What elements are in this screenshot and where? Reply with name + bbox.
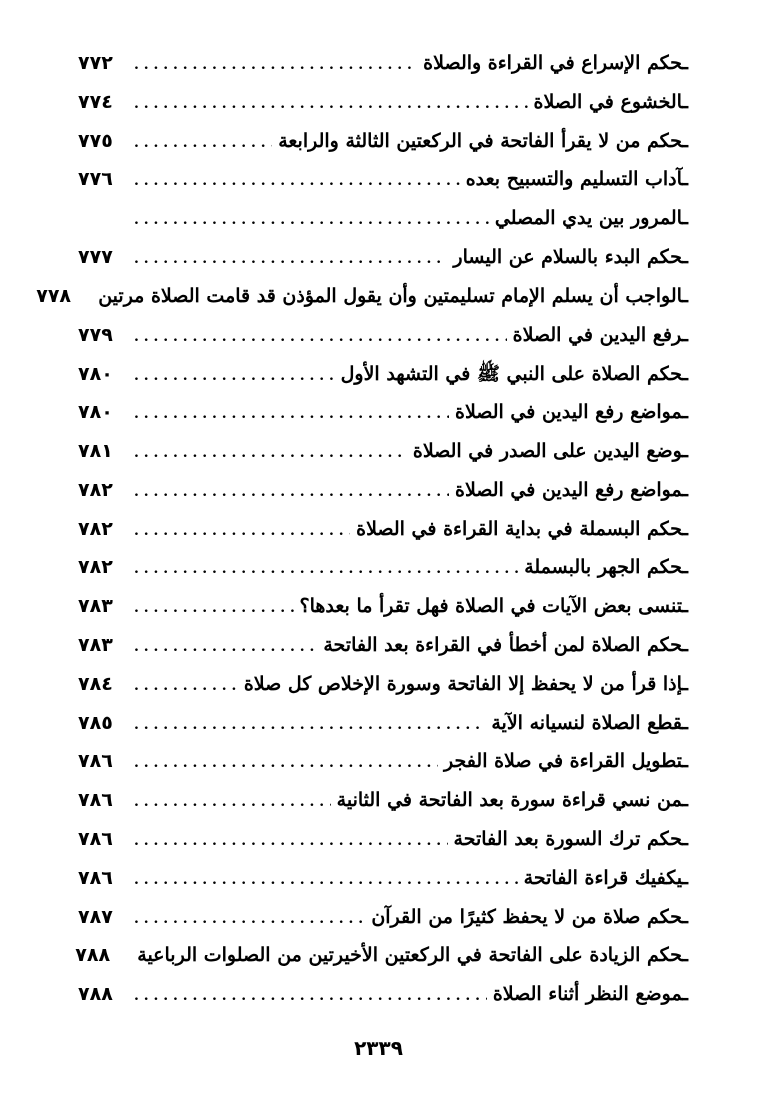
toc-entry-title: ـقطع الصلاة لنسيانه الآية bbox=[491, 711, 688, 734]
toc-entry-page: ٧٨٣ bbox=[78, 633, 113, 656]
toc-entry-page: ٧٧٩ bbox=[78, 323, 113, 346]
toc-leader-dots bbox=[134, 523, 350, 539]
toc-entry bbox=[78, 362, 688, 401]
toc-leader-dots bbox=[134, 872, 518, 888]
toc-entry bbox=[78, 673, 688, 712]
toc-leader-dots bbox=[134, 833, 448, 849]
toc-entry-page: ٧٨٦ bbox=[78, 750, 113, 773]
toc-leader-dots bbox=[134, 135, 272, 151]
toc-entry-page: ٧٧٦ bbox=[78, 168, 113, 191]
toc-entry bbox=[78, 518, 688, 557]
toc-entry-page: ٧٨٢ bbox=[78, 478, 113, 501]
toc-entry-page: ٧٨٧ bbox=[78, 905, 113, 928]
toc-entry-page: ٧٧٤ bbox=[78, 90, 113, 113]
toc-entry bbox=[78, 556, 688, 595]
toc-entry-title: ـوضع اليدين على الصدر في الصلاة bbox=[412, 439, 688, 462]
toc-entry bbox=[78, 401, 688, 440]
toc-entry-page: ٧٨٢ bbox=[78, 556, 113, 579]
toc-leader-dots bbox=[134, 445, 407, 461]
toc-leader-dots bbox=[134, 251, 447, 267]
toc-entry-title: ـمواضع رفع اليدين في الصلاة bbox=[454, 401, 688, 424]
toc-entry-page: ٧٨٦ bbox=[78, 789, 113, 812]
toc-leader-dots bbox=[134, 173, 460, 189]
toc-entry-title: ـموضع النظر أثناء الصلاة bbox=[492, 983, 688, 1006]
table-of-contents bbox=[36, 52, 688, 1022]
toc-leader-dots bbox=[134, 406, 449, 422]
toc-entry bbox=[78, 750, 688, 789]
toc-entry bbox=[78, 130, 688, 169]
toc-entry-title: ـالواجب أن يسلم الإمام تسليمتين وأن يقول المؤذن قد قامت الصلاة مرتين bbox=[98, 284, 688, 307]
toc-entry bbox=[78, 983, 688, 1022]
toc-entry-page: ٧٨٠ bbox=[78, 363, 113, 386]
toc-entry bbox=[78, 828, 688, 867]
toc-entry-title: ـحكم ترك السورة بعد الفاتحة bbox=[453, 827, 688, 850]
toc-entry-page: ٧٨٨ bbox=[78, 983, 113, 1006]
toc-leader-dots bbox=[134, 678, 238, 694]
toc-entry-page: ٧٧٥ bbox=[78, 129, 113, 152]
toc-entry-title: ـرفع اليدين في الصلاة bbox=[512, 323, 688, 346]
toc-entry bbox=[78, 479, 688, 518]
page-number: ٢٣٣٩ bbox=[354, 1036, 403, 1060]
toc-entry-title: ـمن نسي قراءة سورة بعد الفاتحة في الثانية bbox=[336, 789, 688, 812]
toc-leader-dots bbox=[134, 755, 438, 771]
toc-entry-title: ـتطويل القراءة في صلاة الفجر bbox=[444, 750, 688, 773]
toc-entry-page: ٧٧٧ bbox=[78, 245, 113, 268]
toc-leader-dots bbox=[134, 794, 331, 810]
toc-entry bbox=[78, 52, 688, 91]
toc-entry-page: ٧٨٨ bbox=[75, 944, 111, 967]
toc-entry-page: ٧٨٣ bbox=[78, 595, 113, 618]
toc-entry-page: ٧٧٢ bbox=[78, 52, 113, 74]
toc-entry-title: ـحكم الصلاة على النبي ﷺ في التشهد الأول bbox=[340, 363, 688, 386]
toc-leader-dots bbox=[134, 484, 449, 500]
toc-entry-page: ٧٨٥ bbox=[78, 711, 113, 734]
toc-entry bbox=[78, 246, 688, 285]
toc-entry-title: ـحكم صلاة من لا يحفظ كثيرًا من القرآن bbox=[371, 905, 688, 928]
toc-entry bbox=[78, 867, 688, 906]
toc-leader-dots bbox=[134, 561, 518, 577]
toc-entry-page: ٧٧٨ bbox=[36, 284, 72, 307]
toc-entry bbox=[36, 284, 688, 324]
toc-entry bbox=[78, 789, 688, 828]
toc-entry-page: ٧٨٠ bbox=[78, 401, 113, 424]
toc-entry bbox=[78, 634, 688, 673]
toc-leader-dots bbox=[134, 717, 485, 733]
toc-entry bbox=[78, 207, 688, 246]
toc-entry-title: ـحكم الجهر بالبسملة bbox=[524, 556, 688, 579]
toc-entry-title: ـالخشوع في الصلاة bbox=[533, 90, 688, 113]
toc-entry-title: ـحكم الزيادة على الفاتحة في الركعتين الأخيرتين من الصلوات الرباعية bbox=[137, 944, 688, 967]
toc-entry-page: ٧٨٦ bbox=[78, 866, 113, 889]
toc-entry bbox=[78, 440, 688, 479]
toc-leader-dots bbox=[134, 96, 528, 112]
toc-entry-title: ـحكم الصلاة لمن أخطأ في القراءة بعد الفاتحة bbox=[323, 633, 688, 656]
toc-entry-title: ـحكم البسملة في بداية القراءة في الصلاة bbox=[356, 517, 688, 540]
toc-entry-title: ـحكم من لا يقرأ الفاتحة في الركعتين الثالثة والرابعة bbox=[278, 129, 688, 152]
toc-entry-title: ـحكم الإسراع في القراءة والصلاة bbox=[423, 52, 688, 74]
toc-entry-title: ـالمرور بين يدي المصلي bbox=[494, 207, 688, 230]
toc-leader-dots bbox=[134, 329, 507, 345]
toc-leader-dots bbox=[134, 639, 317, 655]
toc-entry bbox=[78, 906, 688, 945]
toc-leader-dots bbox=[134, 368, 335, 384]
toc-entry bbox=[78, 91, 688, 130]
toc-entry-page: ٧٨٢ bbox=[78, 517, 113, 540]
toc-entry-title: ـحكم البدء بالسلام عن اليسار bbox=[453, 245, 688, 268]
toc-entry bbox=[78, 324, 688, 363]
toc-entry-page: ٧٨٤ bbox=[78, 672, 113, 695]
toc-leader-dots bbox=[134, 988, 487, 1004]
toc-entry bbox=[78, 595, 688, 634]
toc-entry bbox=[78, 168, 688, 207]
toc-entry-title: ـإذا قرأ من لا يحفظ إلا الفاتحة وسورة الإخلاص كل صلاة bbox=[243, 672, 688, 695]
toc-leader-dots bbox=[134, 911, 365, 927]
toc-leader-dots bbox=[134, 212, 489, 228]
toc-entry bbox=[75, 944, 688, 983]
toc-entry-title: ـتنسى بعض الآيات في الصلاة فهل تقرأ ما بعدها؟ bbox=[299, 595, 688, 618]
toc-entry bbox=[78, 712, 688, 751]
toc-entry-page: ٧٨١ bbox=[78, 439, 113, 462]
toc-entry-title: ـمواضع رفع اليدين في الصلاة bbox=[454, 478, 688, 501]
toc-entry-title: ـيكفيك قراءة الفاتحة bbox=[523, 866, 688, 889]
toc-entry-page: ٧٨٦ bbox=[78, 827, 113, 850]
toc-entry-title: ـآداب التسليم والتسبيح بعده bbox=[465, 168, 688, 191]
toc-leader-dots bbox=[134, 600, 294, 616]
toc-leader-dots bbox=[134, 57, 417, 73]
